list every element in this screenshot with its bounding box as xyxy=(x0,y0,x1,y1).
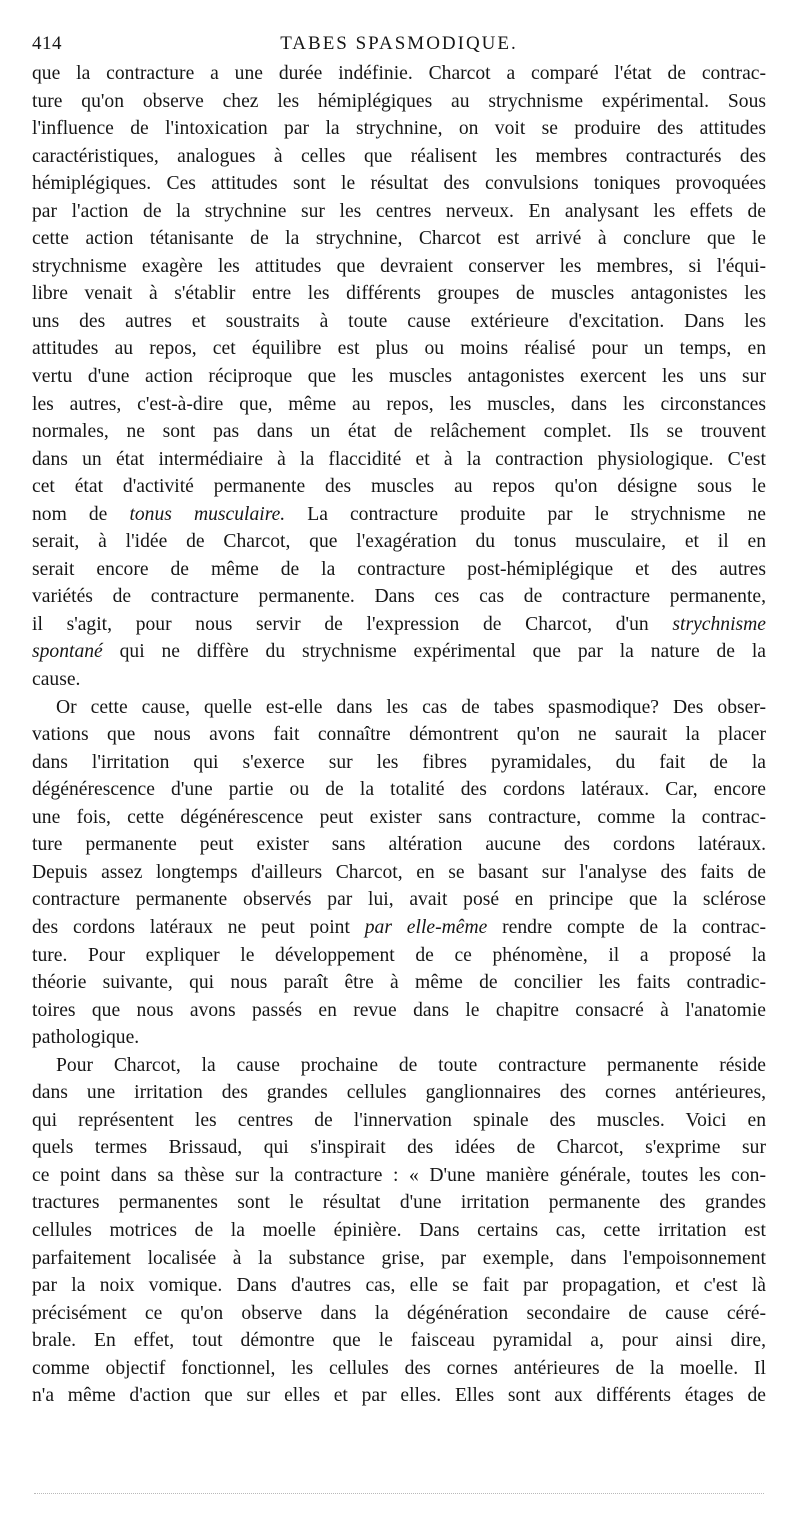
text-line: les autres, c'est-à-dire que, même au repos, les muscles, dans les circonstances xyxy=(32,393,766,415)
text-line: ture permanente peut exister sans altération aucune des cordons latéraux. xyxy=(32,834,766,856)
text-line: Or cette cause, quelle est-elle dans les cas de tabes spasmodique? Des obser- xyxy=(56,696,766,718)
text-line: n'a même d'action que sur elles et par elles. Elles sont aux différents étages de xyxy=(32,1385,766,1407)
text-line: dégénérescence d'une partie ou de la totalité des cordons latéraux. Car, encore xyxy=(32,779,766,801)
text-line: cet état d'activité permanente des muscles au repos qu'on désigne sous le xyxy=(32,476,766,498)
text-line: l'influence de l'intoxication par la strychnine, on voit se produire des attitudes xyxy=(32,118,766,140)
text-line: nom de tonus musculaire. La contracture produite par le strychnisme ne xyxy=(32,503,766,525)
text-line: dans un état intermédiaire à la flaccidité et à la contraction physiologique. C'est xyxy=(32,448,766,470)
text-line: quels termes Brissaud, qui s'inspirait des idées de Charcot, s'exprime sur xyxy=(32,1137,766,1159)
text-line: théorie suivante, qui nous paraît être à même de concilier les faits contradic- xyxy=(32,972,766,994)
text-line: dans l'irritation qui s'exerce sur les fibres pyramidales, du fait de la xyxy=(32,751,766,773)
text-line: spontané qui ne diffère du strychnisme expérimental que par la nature de la xyxy=(32,641,766,663)
text-line: ce point dans sa thèse sur la contracture : « D'une manière générale, toutes les con- xyxy=(32,1164,766,1186)
text-line: par l'action de la strychnine sur les centres nerveux. En analysant les effets de xyxy=(32,200,766,222)
text-line: caractéristiques, analogues à celles que réalisent les membres contracturés des xyxy=(32,145,766,167)
text-line: brale. En effet, tout démontre que le faisceau pyramidal a, pour ainsi dire, xyxy=(32,1330,766,1352)
text-line: précisément ce qu'on observe dans la dégénération secondaire de cause céré- xyxy=(32,1302,766,1324)
text-line: hémiplégiques. Ces attitudes sont le résultat des convulsions toniques provoquées xyxy=(32,173,766,195)
text-line: strychnisme exagère les attitudes que devraient conserver les membres, si l'équi- xyxy=(32,255,766,277)
page-header xyxy=(32,30,766,58)
text-line: comme objectif fonctionnel, les cellules des cornes antérieures de la moelle. Il xyxy=(32,1357,766,1379)
text-line: Depuis assez longtemps d'ailleurs Charcot, en se basant sur l'analyse des faits de xyxy=(32,861,766,883)
text-line: que la contracture a une durée indéfinie. Charcot a comparé l'état de contrac- xyxy=(32,63,766,84)
text-line: Pour Charcot, la cause prochaine de toute contracture permanente réside xyxy=(56,1054,766,1076)
text-line: ture qu'on observe chez les hémiplégiques au strychnisme expérimental. Sous xyxy=(32,90,766,112)
text-line: ture. Pour expliquer le développement de ce phénomène, il a proposé la xyxy=(32,944,766,966)
text-line: des cordons latéraux ne peut point par elle-même rendre compte de la contrac- xyxy=(32,916,766,938)
text-line: contracture permanente observés par lui, avait posé en principe que la sclérose xyxy=(32,889,766,911)
italic-phrase: tonus musculaire. xyxy=(129,503,286,525)
text-line: vertu d'une action réciproque que les muscles antagonistes exercent les uns sur xyxy=(32,366,766,388)
italic-phrase: par elle-même xyxy=(364,916,488,938)
text-line: normales, ne sont pas dans un état de relâchement complet. Ils se trouvent xyxy=(32,421,766,443)
text-line: pathologique. xyxy=(32,1027,140,1049)
text-line: cette action tétanisante de la strychnine, Charcot est arrivé à conclure que le xyxy=(32,228,766,250)
text-line: qui représentent les centres de l'innervation spinale des muscles. Voici en xyxy=(32,1109,766,1131)
body-text xyxy=(32,60,766,1410)
text-line: il s'agit, pour nous servir de l'expression de Charcot, d'un strychnisme xyxy=(32,613,766,635)
running-title: TABES SPASMODIQUE. xyxy=(280,33,518,54)
italic-phrase: spontané xyxy=(32,641,103,663)
text-line: parfaitement localisée à la substance grise, par exemple, dans l'empoisonnement xyxy=(32,1247,766,1269)
text-line: libre venait à s'établir entre les différents groupes de muscles antagonistes les xyxy=(32,283,766,305)
text-line: une fois, cette dégénérescence peut exister sans contracture, comme la contrac- xyxy=(32,806,766,828)
text-line: attitudes au repos, cet équilibre est plus ou moins réalisé pour un temps, en xyxy=(32,338,766,360)
page-number: 414 xyxy=(32,33,62,54)
text-line: serait encore de même de la contracture post-hémiplégique et des autres xyxy=(32,558,766,580)
text-line: cause. xyxy=(32,669,81,691)
text-line: cellules motrices de la moelle épinière. Dans certains cas, cette irritation est xyxy=(32,1219,766,1241)
text-line: variétés de contracture permanente. Dans ces cas de contracture permanente, xyxy=(32,586,766,608)
text-line: dans une irritation des grandes cellules ganglionnaires des cornes antérieures, xyxy=(32,1082,766,1104)
bottom-rule xyxy=(34,1493,764,1494)
text-line: vations que nous avons fait connaître démontrent qu'on ne saurait la placer xyxy=(32,724,766,746)
text-line: par la noix vomique. Dans d'autres cas, elle se fait par propagation, et c'est là xyxy=(32,1275,766,1297)
text-line: uns des autres et soustraits à toute cause extérieure d'excitation. Dans les xyxy=(32,310,766,332)
text-line: tractures permanentes sont le résultat d'une irritation permanente des grandes xyxy=(32,1192,766,1214)
text-line: toires que nous avons passés en revue dans le chapitre consacré à l'anatomie xyxy=(32,999,766,1021)
italic-phrase: strychnisme xyxy=(672,613,766,635)
text-line: serait, à l'idée de Charcot, que l'exagération du tonus musculaire, et il en xyxy=(32,531,766,553)
